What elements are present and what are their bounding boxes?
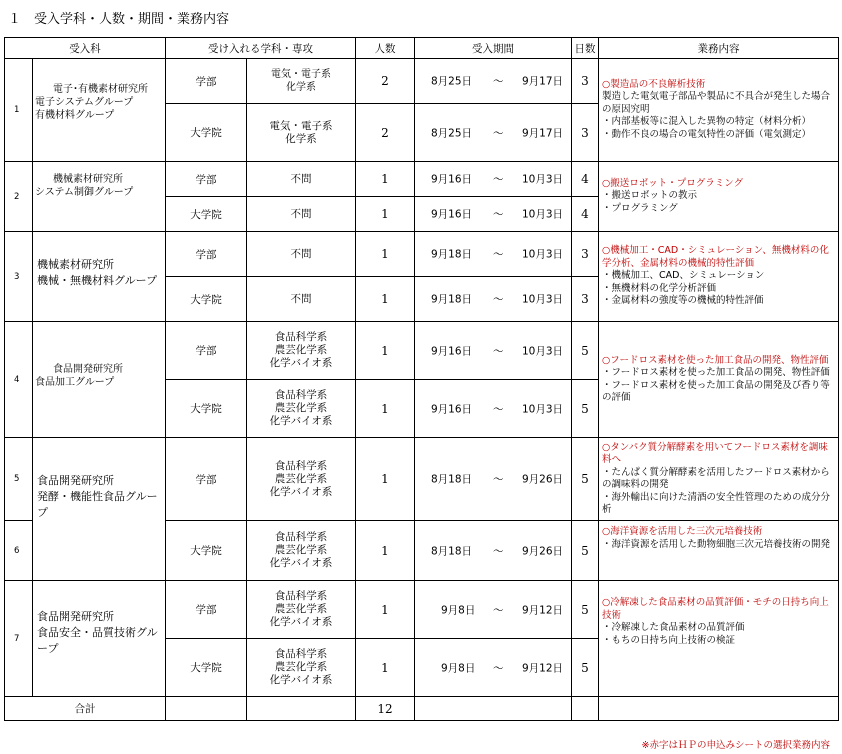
task-item: ・内部基板等に混入した異物の特定（材料分析） — [602, 116, 812, 128]
header-host: 受入科 — [5, 38, 166, 59]
start-date: 9月8日 — [441, 662, 476, 674]
table-row — [5, 322, 839, 380]
degree-cell: 大学院 — [166, 639, 247, 697]
task-item: ・冷解凍した食品素材の品質評価 — [602, 622, 745, 633]
major-cell: 不問 — [247, 232, 356, 277]
degree-cell: 学部 — [166, 59, 247, 104]
end-date: 9月12日 — [521, 662, 563, 674]
major-cell: 不問 — [247, 162, 356, 197]
task-item: ・動作不良の場合の電気特性の評価（電気測定） — [602, 128, 812, 140]
end-date: 10月3日 — [521, 248, 563, 261]
degree-cell: 学部 — [166, 438, 247, 521]
row-number: 2 — [5, 162, 33, 232]
tilde: ～ — [493, 345, 504, 357]
degree-cell: 学部 — [166, 162, 247, 197]
days-cell: 3 — [572, 104, 599, 162]
days-cell: 4 — [572, 197, 599, 232]
row-number: 3 — [5, 232, 33, 322]
count-cell: 1 — [356, 438, 415, 521]
task-item: ・海洋資源を活用した動物細胞三次元培養技術の開発 — [602, 538, 831, 550]
start-date: 8月18日 — [431, 545, 473, 557]
row-number: 6 — [5, 521, 33, 581]
header-tasks: 業務内容 — [599, 38, 839, 59]
header-field: 受け入れる学科・専攻 — [166, 38, 356, 59]
period-cell — [415, 162, 572, 197]
period-cell — [415, 581, 572, 639]
task-heading: ○海洋資源を活用した三次元培養技術 — [602, 526, 763, 537]
header-row — [5, 38, 839, 59]
count-cell: 1 — [356, 162, 415, 197]
table-row — [5, 59, 839, 104]
days-cell: 5 — [572, 380, 599, 438]
task-item: ・機械加工、CAD、シミュレーション — [602, 270, 765, 282]
empty-cell — [415, 697, 572, 721]
period-cell — [415, 438, 572, 521]
end-date: 10月3日 — [521, 173, 563, 186]
end-date: 10月3日 — [521, 403, 563, 415]
tilde: ～ — [493, 248, 504, 261]
row-number: 5 — [5, 438, 33, 521]
tilde: ～ — [493, 127, 504, 139]
host-lab: 機械素材研究所 機械・無機材料グループ — [33, 232, 166, 322]
end-date: 9月12日 — [521, 604, 563, 616]
task-cell — [599, 232, 839, 322]
degree-cell: 大学院 — [166, 104, 247, 162]
host-lab: 食品開発研究所 食品加工グループ — [33, 322, 166, 438]
start-date: 9月16日 — [431, 173, 473, 186]
tilde: ～ — [493, 173, 504, 186]
start-date: 8月25日 — [431, 75, 473, 88]
count-cell: 1 — [356, 197, 415, 232]
task-cell — [599, 162, 839, 232]
host-lab: 電子･有機素材研究所 電子システムグループ 有機材料グループ — [33, 59, 166, 162]
total-row — [5, 697, 839, 721]
tilde: ～ — [493, 75, 504, 88]
start-date: 9月16日 — [431, 208, 473, 221]
period-cell — [415, 277, 572, 322]
degree-cell: 大学院 — [166, 277, 247, 322]
task-item: ・たんぱく質分解酵素を活用したフードロス素材からの調味料の開発 — [602, 466, 830, 490]
days-cell: 5 — [572, 521, 599, 581]
degree-cell: 大学院 — [166, 521, 247, 581]
count-cell: 2 — [356, 104, 415, 162]
task-heading: ○機械加工・CAD・シミュレーション、無機材料の化学分析、金属材料の機械的特性評価 — [602, 245, 829, 269]
major-cell: 不問 — [247, 277, 356, 322]
end-date: 9月26日 — [521, 473, 563, 486]
degree-cell: 大学院 — [166, 197, 247, 232]
start-date: 8月18日 — [431, 473, 473, 486]
degree-cell: 学部 — [166, 232, 247, 277]
start-date: 9月18日 — [431, 293, 473, 306]
task-cell — [599, 521, 839, 581]
page-title: １ 受入学科・人数・期間・業務内容 — [8, 12, 230, 27]
task-item: ・無機材料の化学分析評価 — [602, 282, 717, 294]
count-cell: 1 — [356, 232, 415, 277]
task-heading: ○タンパク質分解酵素を用いてフードロス素材を調味料へ — [602, 441, 828, 465]
tilde: ～ — [493, 662, 504, 674]
period-cell — [415, 639, 572, 697]
table-row — [5, 581, 839, 639]
end-date: 10月3日 — [521, 208, 563, 221]
major-cell: 食品科学系 農芸化学系 化学バイオ系 — [247, 521, 356, 581]
period-cell — [415, 197, 572, 232]
count-cell: 1 — [356, 380, 415, 438]
header-count: 人数 — [356, 38, 415, 59]
count-cell: 1 — [356, 639, 415, 697]
period-cell — [415, 59, 572, 104]
host-lab: 食品開発研究所 発酵・機能性食品グループ — [33, 438, 166, 581]
period-cell — [415, 232, 572, 277]
days-cell: 3 — [572, 232, 599, 277]
task-heading: ○製造品の不良解析技術 — [602, 78, 706, 90]
degree-cell: 学部 — [166, 581, 247, 639]
major-cell: 電気・電子系 化学系 — [247, 59, 356, 104]
end-date: 9月26日 — [521, 545, 563, 557]
internship-table — [4, 37, 839, 721]
major-cell: 食品科学系 農芸化学系 化学バイオ系 — [247, 322, 356, 380]
degree-cell: 大学院 — [166, 380, 247, 438]
end-date: 9月17日 — [521, 75, 563, 88]
row-number: 1 — [5, 59, 33, 162]
days-cell: 3 — [572, 59, 599, 104]
empty-cell — [572, 697, 599, 721]
tilde: ～ — [493, 545, 504, 557]
empty-cell — [166, 697, 247, 721]
tilde: ～ — [493, 604, 504, 616]
task-item: 製造した電気電子部品や製品に不具合が発生した場合の原因究明 — [602, 91, 831, 115]
days-cell: 5 — [572, 322, 599, 380]
tilde: ～ — [493, 403, 504, 415]
major-cell: 食品科学系 農芸化学系 化学バイオ系 — [247, 380, 356, 438]
period-cell — [415, 104, 572, 162]
start-date: 8月25日 — [431, 127, 473, 139]
major-cell: 不問 — [247, 197, 356, 232]
task-item: ・フードロス素材を使った加工食品の開発及び香り等の評価 — [602, 379, 830, 403]
host-lab: 食品開発研究所 食品安全・品質技術グループ — [33, 581, 166, 697]
count-cell: 2 — [356, 59, 415, 104]
days-cell: 5 — [572, 581, 599, 639]
task-cell — [599, 581, 839, 697]
count-cell: 1 — [356, 277, 415, 322]
days-cell: 4 — [572, 162, 599, 197]
task-heading: ○冷解凍した食品素材の品質評価・モチの日持ち向上技術 — [602, 597, 829, 621]
task-item: ・搬送ロボットの教示 — [602, 190, 698, 202]
footnote: ※赤字はＨＰの申込みシートの選択業務内容 — [641, 740, 830, 751]
count-cell: 1 — [356, 581, 415, 639]
task-item: ・プログラミング — [602, 202, 678, 214]
empty-cell — [599, 697, 839, 721]
task-cell — [599, 438, 839, 521]
end-date: 10月3日 — [521, 293, 563, 306]
degree-cell: 学部 — [166, 322, 247, 380]
task-cell — [599, 59, 839, 162]
tilde: ～ — [493, 208, 504, 221]
start-date: 9月18日 — [431, 248, 473, 261]
period-cell — [415, 322, 572, 380]
start-date: 9月16日 — [431, 403, 473, 415]
days-cell: 3 — [572, 277, 599, 322]
task-item: ・海外輸出に向けた清酒の安全性管理のための成分分析 — [602, 491, 831, 515]
host-lab: 機械素材研究所 システム制御グループ — [33, 162, 166, 232]
days-cell: 5 — [572, 639, 599, 697]
total-count: 12 — [356, 697, 415, 721]
end-date: 9月17日 — [521, 127, 563, 139]
task-item: ・フードロス素材を使った加工食品の開発、物性評価 — [602, 367, 830, 378]
row-number: 7 — [5, 581, 33, 697]
row-number: 4 — [5, 322, 33, 438]
task-item: ・もちの日持ち向上技術の検証 — [602, 634, 736, 646]
task-item: ・金属材料の強度等の機械的特性評価 — [602, 295, 764, 307]
tilde: ～ — [493, 473, 504, 486]
start-date: 9月16日 — [431, 345, 473, 357]
task-heading: ○フードロス素材を使った加工食品の開発、物性評価 — [602, 354, 829, 366]
table-row — [5, 162, 839, 197]
table-row — [5, 232, 839, 277]
start-date: 9月8日 — [441, 604, 476, 616]
count-cell: 1 — [356, 322, 415, 380]
major-cell: 電気・電子系 化学系 — [247, 104, 356, 162]
header-period: 受入期間 — [415, 38, 572, 59]
total-label: 合計 — [5, 697, 166, 721]
major-cell: 食品科学系 農芸化学系 化学バイオ系 — [247, 438, 356, 521]
empty-cell — [247, 697, 356, 721]
major-cell: 食品科学系 農芸化学系 化学バイオ系 — [247, 581, 356, 639]
period-cell — [415, 521, 572, 581]
task-heading: ○搬送ロボット・プログラミング — [602, 177, 744, 189]
period-cell — [415, 380, 572, 438]
end-date: 10月3日 — [521, 345, 563, 357]
major-cell: 食品科学系 農芸化学系 化学バイオ系 — [247, 639, 356, 697]
count-cell: 1 — [356, 521, 415, 581]
tilde: ～ — [493, 293, 504, 306]
days-cell: 5 — [572, 438, 599, 521]
header-days: 日数 — [572, 38, 599, 59]
task-cell — [599, 322, 839, 438]
table-row — [5, 438, 839, 521]
